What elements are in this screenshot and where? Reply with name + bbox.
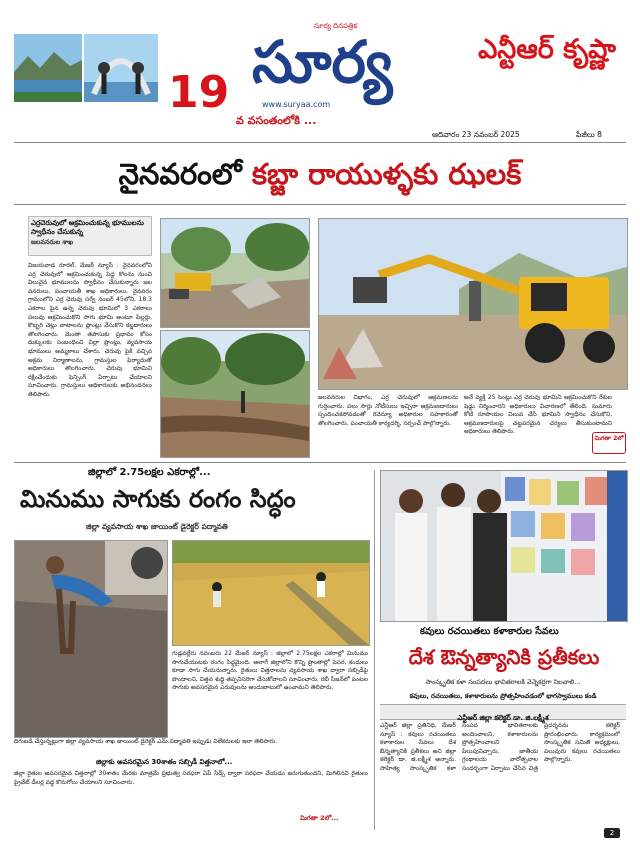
masthead-tagline: సూర్య దినపత్రిక: [314, 22, 358, 30]
edition-name: ఎన్టీఆర్ కృష్ణా: [478, 34, 616, 65]
story2-body: గుడ్లవల్లేరు నవంబరు 22 మేజర్ న్యూస్ : జిల్లాలో 2.75లక్షల ఎకరాల్లో మినుము సాగుచేయుటకు రంగం సిద్ధమైంది. అలాగే జిల్లాలోని కొన్ని ప్రాంతాల్లో పెసర, కందులు కూడా సాగు చేయనున్నారు. రైతులు విత్తనాలను వ్యవసాయ శాఖ ద్వారా సబ్సిడీపై పొందాలని, విత్తన శుద్ధి తప్పనిసరిగా చేసుకోవాలని సూచించారు. రబీ సీజన్‌లో పంటల సాగుకు అవసరమైన ఎరువులను అందుబాటులో ఉంచామని తెలిపారు.: [172, 650, 368, 692]
story2-photo-paddy-field: [172, 540, 370, 646]
story3-body: ఎన్టీఆర్ జిల్లా ప్రతినిధి, మేజర్ న్యూస్ : కవులు రచయితలు కళాకారుల సేవలు దేశ ఔన్నత్యానికి ప్రతీకలు అని జిల్లా కలెక్టర్ డా. జి.లక్ష్మీశ అన్నారు. సాహిత్య సాంస్కృతిక కళా సంపద భావితరాలకు అందించాలని, కళాకారులను ప్రోత్సహించాలని పిలుపునిచ్చారు. జాతీయ గ్రంథాలయ వారోత్సవాల సందర్భంగా ఏర్పాటు చేసిన చిత్ర ప్రదర్శనను కలెక్టర్ ప్రారంభించారు. కార్యక్రమంలో సాంస్కృతిక సమితి అధ్యక్షులు, పలువురు కవులు రచయితలు పాల్గొన్నారు.: [380, 722, 620, 772]
story2-kicker: జిల్లాలో 2.75లక్షల ఎకరాల్లో...: [88, 467, 211, 478]
issue-date: ఆదివారం 23 నవంబర్ 2025: [432, 130, 520, 139]
story2-continued: మిగతా 2లో...: [300, 814, 339, 822]
page-count: పేజీలు 8: [576, 130, 602, 139]
story3-photo-exhibition: [380, 470, 628, 622]
story3-byline: ఎన్టీఆర్ జిల్లా కలెక్టర్ డా. జి.లక్ష్మీశ: [457, 714, 549, 722]
story1-headline-part1: నైనవరంలో: [118, 157, 242, 191]
story1-continued-badge: [592, 432, 626, 454]
story2-photo-farmer-seeds: [14, 540, 168, 738]
story3-kicker: కవులు రచయితలు కళాకారుల సేవలు: [420, 626, 559, 637]
story1-photo-trench: [160, 330, 310, 458]
story1-body-mid: జలవనరుల విభాగం, ఎర్ర చెరువులో ఆక్రమణలను గుర్తించారు. పలు సార్లు నోటీసులు ఇచ్చినా ఆక్రమణదారులు స్పందించకపోవడంతో రెవెన్యూ అధికారుల సహకారంతో తొలగించారు. పంచాయతీ కార్యదర్శి, సర్పంచ్ పాల్గొన్నారు.: [318, 394, 458, 427]
story1-photo-excavator-small: [160, 218, 310, 328]
story2-lower: దిగుబడి చేస్తున్నట్లుగా జిల్లా వ్యవసాయ శాఖ జాయింట్ డైరెక్టర్ ఎమ్.పద్మావతి ఇప్పుడు విలేకరులకు ఇలా తెలిపారు.: [14, 738, 278, 745]
story3-headline: దేశ ఔన్నత్యానికి ప్రతీకలు: [408, 645, 600, 669]
masthead-rule: [14, 142, 626, 143]
story1-kicker: ఎర్రచెరువులో అక్రమించుకున్న భూములను స్వాధీనం చేసుకున్న: [31, 219, 144, 236]
story1-continued: మిగతా 2లో: [594, 435, 624, 442]
masthead-arch-photo: [84, 34, 158, 102]
story1-rule: [14, 204, 626, 205]
story3-sub2: కవులు, రచయితలు, కళాకారులను ప్రోత్సహించడంలో భాగస్వాములు కండి: [409, 692, 597, 700]
story1-body-right: అనే వ్యక్తి 25 సెంట్లు ఎర్ర చెరువు భూమిని ఆక్రమించుకొని రేకుల షెడ్డు నిర్మించారని అధికారులు విచారణలో తేలింది. సుమారు కోటి రూపాయల విలువ చేసే భూమిని స్వాధీనం చేసుకొని, ఆక్రమణదారులపై చట్టపరమైన చర్యలు తీసుకుంటామని అధికారులు తెలిపారు.: [464, 394, 612, 436]
story1-photo-jcb: [318, 218, 628, 390]
masthead-title: సూర్య: [252, 28, 393, 96]
story3-page-ref: 2: [604, 828, 620, 838]
section-rule-1: [14, 462, 626, 463]
column-divider: [374, 470, 375, 830]
story2-subhead: జిల్లాకు అవసరమైన 30శాతం సబ్సిడీ విత్తనాలో...: [96, 758, 233, 766]
masthead-landscape-photo: [14, 34, 82, 102]
story1-body-left: విజయవాడ రూరల్, మేజర్ న్యూస్ : నైనవరంలోని ఎర్ర చెరువులో ఆక్రమించుకున్న పెద్ద కొలను నుంచి విలువైన భూములను స్వాధీనం చేసుకున్నారు జల వనరులు, పంచాయతీ శాఖ అధికారులు. నైనవరం గ్రామంలోని ఎర్ర చెరువు సర్వే నంబర్ 45లోని, 18.3 ఎకరాల పైన ఉన్న చెరువు భూమిలో 3 ఎకరాలు పలువు ఆక్రమించుకొని సాగు భూమి అంటూ పిల్లర్లు, కొబ్బరి చెట్లు వాటాలను ప్లాంట్లు వేసుకొని కబ్జదారులు తొలగించారు. మెంతా తపాసుకు ప్రభావం కోసం దుక్కులకు సంబంధించి విల్లా ప్లాంట్లు, వ్యవసాయ భూములు అమ్మకాలు చేశారు. చెరువు పైకి వచ్చిన అక్రమ నిర్మాణాలను, గ్రామస్తుల ఫిర్యాదుతో అధికారులు తొలగించారు. చెరువు భూమిని రక్షించేందుకు ఫెన్సింగ్ ఏర్పాటు చేయాలని సూచించారు. గ్రామస్తులు అధికారులకు అభినందనలు తెలిపారు.: [28, 262, 152, 398]
story1-kicker-source: జలవనరుల శాఖ: [31, 238, 74, 246]
story2-headline: మినుము సాగుకు రంగం సిద్ధం: [20, 484, 296, 513]
anniversary-text: వ వసంతంలోకి ...: [236, 114, 317, 127]
story1-headline-part2: కబ్జా రాయుళ్ళకు ఝలక్: [251, 157, 522, 191]
story3-sub1: సాంస్కృతిక కళా సంపదలు భావితరాలకి వెన్నెకర్రగా నిలవాలి...: [425, 678, 581, 686]
story2-byline: జిల్లా వ్యవసాయ శాఖ జాయింట్ డైరెక్టర్ పద్మావతి: [86, 522, 228, 531]
story2-lower2: జిల్లా రైతుల అవసరమైన విత్తనాల్లో 30శాతం మేరకు మాత్రమే ప్రభుత్వ సరఫరా ఏపీ సీడ్స్ ద్వారా సరఫరా చేయడం జరుగుతుందని, మిగిలినవి రైతులు ప్రైవేట్ డీలర్ల వద్ద కొనుగోలు చేయాలని సూచించారు.: [14, 770, 368, 786]
anniversary-number: 19: [168, 67, 230, 118]
story1-headline: [14, 146, 626, 202]
story3-byline-box: [380, 704, 626, 720]
story1-kicker-box: [28, 216, 152, 256]
website: www.suryaa.com: [262, 100, 331, 109]
